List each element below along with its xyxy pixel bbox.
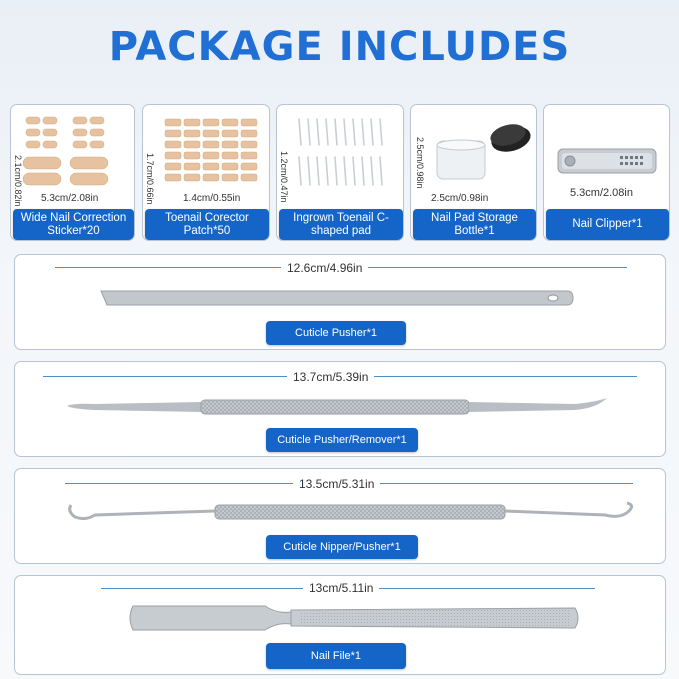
patch-illustration xyxy=(143,105,270,205)
cuticle-pusher-label: Cuticle Pusher*1 xyxy=(266,321,406,345)
item-card-bottle xyxy=(410,104,537,241)
pusher-remover-illustration xyxy=(15,392,666,422)
patch-width-dim: 1.4cm/0.55in xyxy=(183,193,241,204)
nail-file-label: Nail File*1 xyxy=(266,643,406,669)
sticker-width-dim: 5.3cm/2.08in xyxy=(41,193,99,204)
sticker-height-dim: 2.1cm/0.82in xyxy=(13,155,23,207)
tool-card-pusher-remover xyxy=(14,361,666,457)
pusher-remover-dim: 13.7cm/5.39in xyxy=(287,370,374,384)
sticker-illustration xyxy=(11,105,135,205)
tool-card-cuticle-pusher xyxy=(14,254,666,350)
nail-file-dim: 13cm/5.11in xyxy=(303,581,379,595)
tool-card-nail-file xyxy=(14,575,666,675)
nail-file-illustration xyxy=(15,600,666,636)
pusher-remover-label: Cuticle Pusher/Remover*1 xyxy=(266,428,418,452)
c-pad-label: Ingrown Toenail C-shaped pad xyxy=(279,209,403,240)
clipper-illustration xyxy=(544,105,670,185)
tool-card-nipper-pusher xyxy=(14,468,666,564)
nipper-pusher-dim: 13.5cm/5.31in xyxy=(293,477,380,491)
cuticle-pusher-dim: 12.6cm/4.96in xyxy=(281,261,368,275)
item-card-patch xyxy=(142,104,270,241)
clipper-label: Nail Clipper*1 xyxy=(546,209,669,240)
item-card-c-pad xyxy=(276,104,404,241)
item-card-sticker xyxy=(10,104,135,241)
bottle-height-dim: 2.5cm/0.98in xyxy=(415,137,425,189)
page-title: PACKAGE INCLUDES xyxy=(108,24,571,70)
patch-label: Toenail Corector Patch*50 xyxy=(145,209,269,240)
bottle-label: Nail Pad Storage Bottle*1 xyxy=(413,209,536,240)
cuticle-pusher-illustration xyxy=(15,283,666,323)
c-pad-height-dim: 1.2cm/0.47in xyxy=(279,151,289,203)
nipper-pusher-label: Cuticle Nipper/Pusher*1 xyxy=(266,535,418,559)
sticker-label: Wide Nail Correction Sticker*20 xyxy=(13,209,134,240)
nipper-pusher-illustration xyxy=(15,497,666,537)
c-pad-illustration xyxy=(277,105,404,205)
item-card-clipper xyxy=(543,104,670,241)
clipper-width-dim: 5.3cm/2.08in xyxy=(570,187,633,199)
bottle-illustration xyxy=(411,105,537,205)
bottle-width-dim: 2.5cm/0.98in xyxy=(431,193,489,204)
patch-height-dim: 1.7cm/0.66in xyxy=(145,153,155,205)
